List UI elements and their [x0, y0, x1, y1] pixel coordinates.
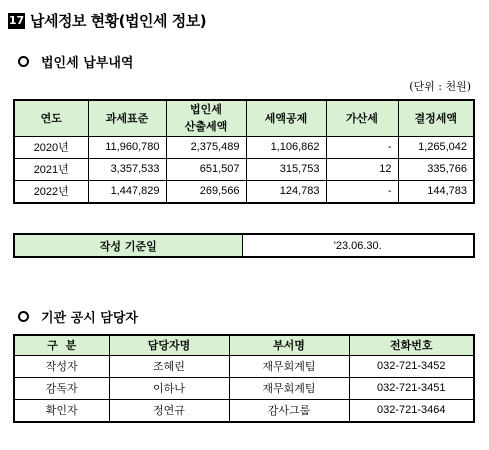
cell-tax-credit: 315,753 — [246, 158, 326, 180]
cell-year: 2021년 — [14, 158, 88, 180]
cell-determined-tax: 1,265,042 — [398, 136, 474, 158]
cell-phone: 032-721-3451 — [349, 377, 474, 399]
cell-tax-base: 11,960,780 — [88, 136, 166, 158]
cell-additional-tax: - — [326, 180, 398, 203]
cell-department: 재무회계팀 — [229, 355, 349, 377]
col-year: 연도 — [14, 100, 88, 136]
cell-calculated-tax: 269,566 — [166, 180, 246, 203]
cell-additional-tax: 12 — [326, 158, 398, 180]
cell-category: 확인자 — [14, 399, 109, 422]
section1-heading — [18, 52, 133, 71]
col-person-name: 담당자명 — [109, 335, 229, 355]
page-title: 납세정보 현황(법인세 정보) — [30, 12, 207, 30]
section-number: 17 — [8, 14, 25, 27]
tax-table-header — [14, 100, 474, 136]
cell-person-name: 정연규 — [109, 399, 229, 422]
table-row — [14, 180, 474, 203]
cell-calculated-tax: 2,375,489 — [166, 136, 246, 158]
tax-table — [13, 99, 475, 204]
cell-category: 작성자 — [14, 355, 109, 377]
cell-category: 감독자 — [14, 377, 109, 399]
col-determined-tax: 결정세액 — [398, 100, 474, 136]
cell-department: 재무회계팀 — [229, 377, 349, 399]
cell-person-name: 이하나 — [109, 377, 229, 399]
cell-determined-tax: 144,783 — [398, 180, 474, 203]
cell-phone: 032-721-3464 — [349, 399, 474, 422]
section2-title: 기관 공시 담당자 — [41, 311, 138, 326]
col-department: 부서명 — [229, 335, 349, 355]
cell-tax-base: 3,357,533 — [88, 158, 166, 180]
cell-tax-credit: 124,783 — [246, 180, 326, 203]
cell-department: 감사그룹 — [229, 399, 349, 422]
cell-tax-base: 1,447,829 — [88, 180, 166, 203]
col-additional-tax: 가산세 — [326, 100, 398, 136]
col-category: 구 분 — [14, 335, 109, 355]
table-row — [14, 158, 474, 180]
contact-table-header — [14, 335, 474, 355]
table-row — [14, 399, 474, 422]
col-tax-credit: 세액공제 — [246, 100, 326, 136]
cell-year: 2020년 — [14, 136, 88, 158]
section2-heading — [18, 307, 138, 326]
basedate-label: 작성 기준일 — [14, 234, 242, 257]
cell-calculated-tax: 651,507 — [166, 158, 246, 180]
table-row — [14, 136, 474, 158]
cell-phone: 032-721-3452 — [349, 355, 474, 377]
cell-tax-credit: 1,106,862 — [246, 136, 326, 158]
cell-determined-tax: 335,766 — [398, 158, 474, 180]
circle-bullet-icon — [18, 56, 29, 67]
cell-year: 2022년 — [14, 180, 88, 203]
circle-bullet-icon — [18, 311, 29, 322]
basedate-table — [13, 233, 475, 258]
table-row — [14, 377, 474, 399]
page-header — [8, 10, 206, 31]
basedate-value: '23.06.30. — [242, 234, 474, 257]
contact-table — [13, 334, 475, 423]
unit-label: (단위 : 천원) — [409, 80, 471, 93]
cell-person-name: 조혜린 — [109, 355, 229, 377]
col-calculated-tax — [166, 100, 246, 136]
col-tax-base: 과세표준 — [88, 100, 166, 136]
section1-title: 법인세 납부내역 — [41, 56, 134, 71]
col-phone: 전화번호 — [349, 335, 474, 355]
cell-additional-tax: - — [326, 136, 398, 158]
col-calculated-tax-label: 법인세 산출세액 — [184, 103, 228, 134]
table-row — [14, 355, 474, 377]
